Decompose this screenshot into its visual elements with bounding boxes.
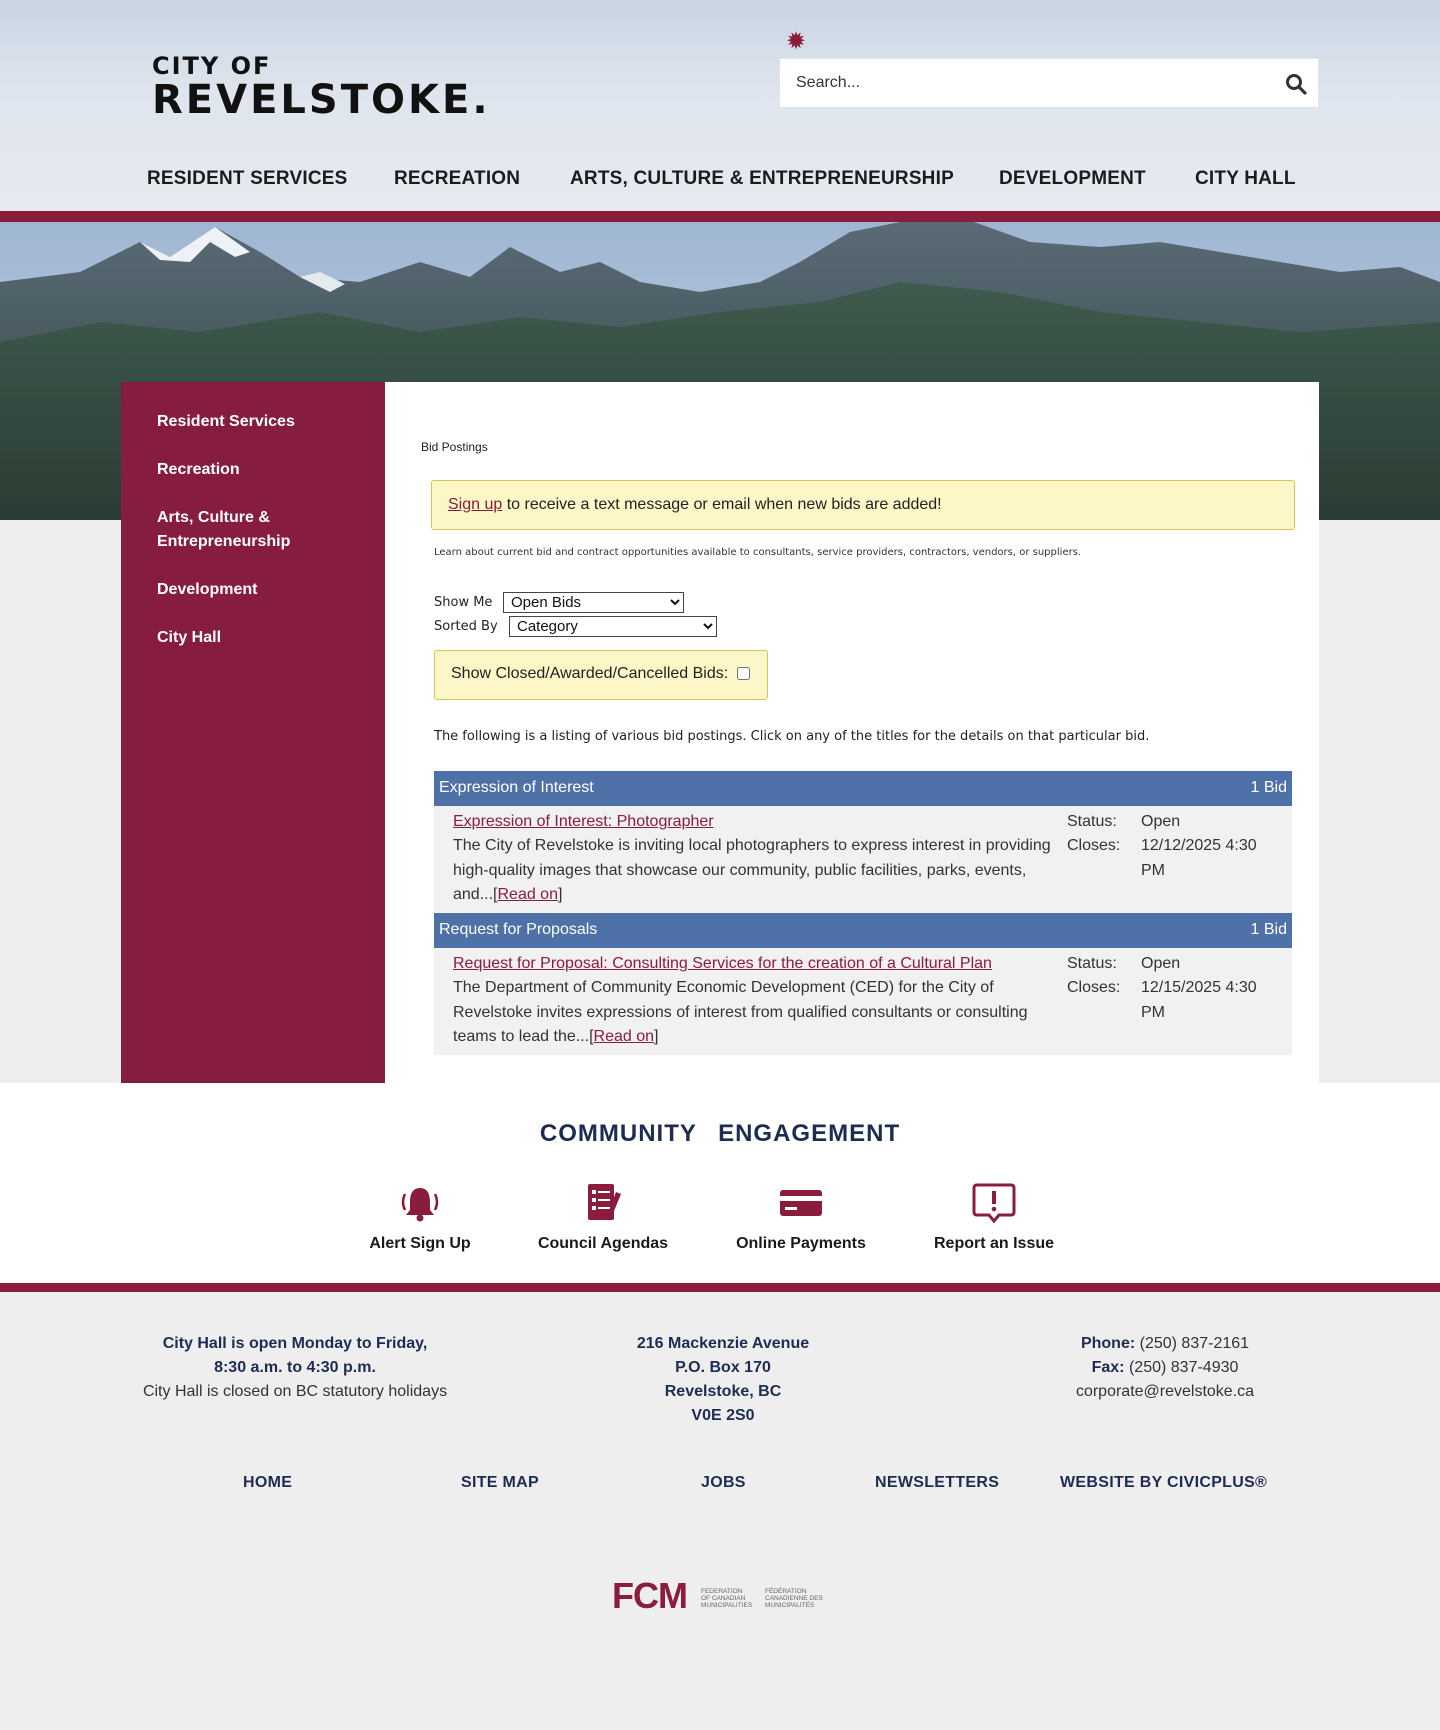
search-input[interactable] bbox=[780, 59, 1260, 107]
report-issue-button[interactable]: Report an Issue bbox=[904, 1180, 1084, 1253]
intro-text: Learn about current bid and contract opportunities available to consultants, service providers, contractors, vendors, or suppliers. bbox=[434, 547, 1082, 558]
bid-item bbox=[434, 948, 1292, 1055]
svg-text:FEDERATION: FEDERATION bbox=[701, 1588, 743, 1595]
sorted-by-control bbox=[434, 619, 498, 634]
sorted-by-label: Sorted By bbox=[434, 619, 498, 634]
site-logo[interactable]: CITY OF REVELSTOKE. bbox=[152, 52, 491, 123]
svg-text:MUNICIPALITÉS: MUNICIPALITÉS bbox=[765, 1602, 815, 1609]
footer-link-jobs[interactable]: JOBS bbox=[701, 1474, 746, 1491]
svg-text:MUNICIPALITIES: MUNICIPALITIES bbox=[701, 1602, 753, 1609]
sidebar-item-recreation[interactable]: Recreation bbox=[157, 461, 240, 478]
sidebar-item-resident-services[interactable]: Resident Services bbox=[157, 413, 295, 430]
category-header bbox=[434, 913, 1292, 948]
bid-description: The City of Revelstoke is inviting local photographers to express interest in providing high-quality images that showcase our community, public facilities, parks, events, and...[Read on] bbox=[453, 837, 1051, 903]
status-label: Status: bbox=[1067, 813, 1117, 830]
search-icon[interactable] bbox=[1284, 72, 1308, 96]
email-link[interactable]: corporate@revelstoke.ca bbox=[1075, 1383, 1255, 1400]
signup-link[interactable]: Sign up bbox=[448, 496, 503, 513]
closes-label: Closes: bbox=[1067, 979, 1121, 996]
footer-address: 216 Mackenzie Avenue P.O. Box 170 Revelstoke, BC V0E 2S0 bbox=[636, 1335, 810, 1424]
search-bar bbox=[779, 58, 1319, 108]
sidebar-item-development[interactable]: Development bbox=[157, 581, 258, 598]
community-title: COMMUNITY ENGAGEMENT bbox=[539, 1120, 901, 1147]
bid-description: The Department of Community Economic Development (CED) for the City of Revelstoke invites expressions of interest from qualified consultants or consulting teams to lead the...[Read on] bbox=[453, 979, 1028, 1045]
category-name: Request for Proposals bbox=[439, 921, 598, 938]
notice-text: to receive a text message or email when new bids are added! bbox=[502, 496, 942, 513]
show-me-control bbox=[434, 595, 492, 610]
nav-development[interactable]: DEVELOPMENT bbox=[999, 168, 1146, 189]
council-agendas-button[interactable]: Council Agendas bbox=[513, 1180, 693, 1253]
fcm-logo[interactable] bbox=[612, 1576, 832, 1616]
agenda-icon bbox=[580, 1180, 626, 1225]
online-payments-button[interactable]: Online Payments bbox=[711, 1180, 891, 1253]
bid-item bbox=[434, 806, 1292, 913]
breadcrumb: Bid Postings bbox=[421, 440, 488, 454]
header-divider bbox=[0, 211, 1440, 222]
sidebar-item-arts-culture[interactable]: Arts, Culture & Entrepreneurship bbox=[157, 509, 291, 550]
show-closed-box bbox=[434, 650, 768, 700]
category-count: 1 Bid bbox=[1250, 779, 1287, 796]
signup-notice bbox=[431, 480, 1295, 530]
alert-signup-button[interactable]: Alert Sign Up bbox=[330, 1180, 510, 1253]
status-value: Open bbox=[1141, 955, 1181, 972]
show-closed-label: Show Closed/Awarded/Cancelled Bids: bbox=[451, 665, 729, 682]
svg-text:FCM: FCM bbox=[612, 1576, 687, 1616]
status-value: Open bbox=[1141, 813, 1181, 830]
phone-number[interactable]: (250) 837-2161 bbox=[1139, 1335, 1250, 1352]
footer-divider bbox=[0, 1283, 1440, 1292]
nav-arts-culture[interactable]: ARTS, CULTURE & ENTREPRENEURSHIP bbox=[570, 168, 954, 189]
gear-icon[interactable]: ✹ bbox=[786, 28, 807, 55]
show-me-label: Show Me bbox=[434, 595, 493, 610]
main-content bbox=[385, 382, 1319, 1083]
site-header bbox=[0, 0, 1440, 211]
sidebar bbox=[121, 382, 385, 1083]
svg-text:CANADIENNE DES: CANADIENNE DES bbox=[765, 1595, 823, 1602]
listing-text: The following is a listing of various bid postings. Click on any of the titles for the details on that particular bid. bbox=[434, 729, 1150, 744]
footer-link-site-map[interactable]: SITE MAP bbox=[461, 1474, 539, 1491]
credit-card-icon bbox=[778, 1180, 824, 1225]
category-count: 1 Bid bbox=[1250, 921, 1287, 938]
footer-link-newsletters[interactable]: NEWSLETTERS bbox=[875, 1474, 1000, 1491]
show-me-select[interactable] bbox=[503, 592, 684, 613]
footer-link-civicplus[interactable]: WEBSITE BY CIVICPLUS® bbox=[1060, 1474, 1268, 1491]
sorted-by-select[interactable] bbox=[509, 616, 717, 637]
status-label: Status: bbox=[1067, 955, 1117, 972]
report-icon bbox=[971, 1180, 1017, 1225]
bid-title-link[interactable]: Expression of Interest: Photographer bbox=[453, 813, 714, 830]
closes-value: 12/12/2025 4:30 PM bbox=[1141, 837, 1257, 879]
bid-title-link[interactable]: Request for Proposal: Consulting Services for the creation of a Cultural Plan bbox=[453, 955, 992, 972]
read-on-link[interactable]: Read on bbox=[593, 1028, 655, 1045]
show-closed-checkbox[interactable] bbox=[737, 667, 750, 680]
read-on-link[interactable]: Read on bbox=[497, 886, 558, 903]
category-name: Expression of Interest bbox=[439, 779, 594, 796]
bell-icon bbox=[397, 1180, 443, 1225]
main-nav bbox=[0, 168, 1440, 196]
svg-text:OF CANADIAN: OF CANADIAN bbox=[701, 1595, 746, 1602]
footer-link-home[interactable]: HOME bbox=[243, 1474, 293, 1491]
closes-value: 12/15/2025 4:30 PM bbox=[1141, 979, 1257, 1021]
fax-number: (250) 837-4930 bbox=[1128, 1359, 1239, 1376]
nav-city-hall[interactable]: CITY HALL bbox=[1195, 168, 1296, 189]
svg-text:FÉDÉRATION: FÉDÉRATION bbox=[765, 1588, 807, 1595]
nav-recreation[interactable]: RECREATION bbox=[394, 168, 521, 189]
footer-hours: City Hall is open Monday to Friday, 8:30 a.m. to 4:30 p.m. City Hall is closed on BC statutory holidays bbox=[142, 1335, 448, 1400]
footer-contact: Phone: (250) 837-2161 Fax: (250) 837-4930 corporate@revelstoke.ca bbox=[1075, 1335, 1255, 1400]
sidebar-item-city-hall[interactable]: City Hall bbox=[157, 629, 222, 646]
nav-resident-services[interactable]: RESIDENT SERVICES bbox=[147, 168, 348, 189]
site-footer bbox=[0, 1292, 1440, 1730]
category-header bbox=[434, 771, 1292, 806]
closes-label: Closes: bbox=[1067, 837, 1121, 854]
